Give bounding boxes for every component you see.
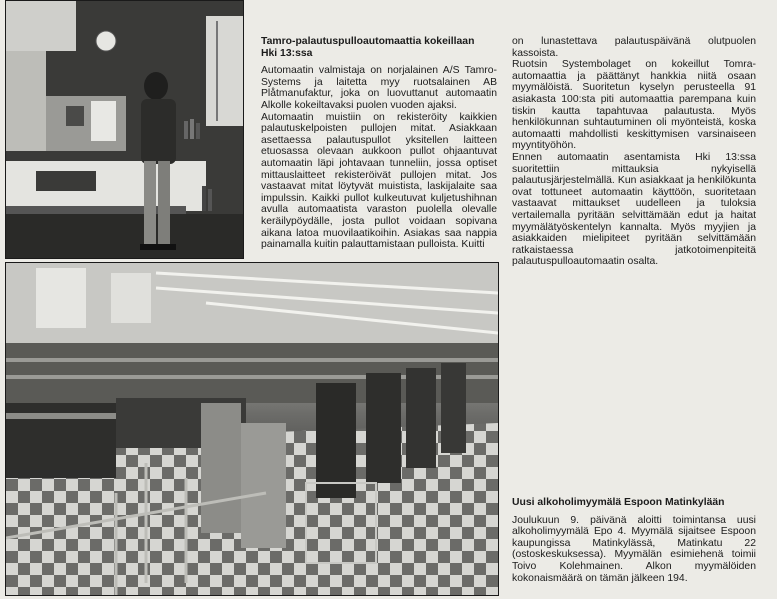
article-return-machine-col2 [512,36,756,268]
store-interior-photo [5,262,499,596]
article-new-store-heading: Uusi alkoholimyymälä Espoon Matinkylään [512,497,725,508]
paragraph: Joulukuun 9. päivänä aloitti toimintansa uusi alkoholimyymälä Epo 4. Myymälä sijaitsee Espoon kaupungissa Matinkylässä, Matinkatu 22 (ostoskeskuksessa). Myymälän esimiehenä toimii Toivo Kolehmainen. Alkon myymälöiden kokonaismäärä on tämän jälkeen 194. [512,514,756,584]
paragraph: on lunastettava palautuspäivänä olutpuolen kassoista. [512,36,756,59]
heading-line-2: Hki 13:ssa [261,47,313,59]
photo-top-illustration [6,1,243,258]
article-new-store [512,497,756,584]
paragraph: Automaatin muistiin on rekisteröity kaikkien palautuskelpoisten pullojen mitat. Asiakkaan asettaessa palautuspullot yksitellen laitteen etuosassa olevaan aukkoon pullot ohjaantuvat automaatin läpi johtavaan tunneliin, jossa optiset mittauslaitteet rekisteröivät pullojen mitat. Jos vastaavat mitat löytyvät muistista, laskijalaite saa impulssin. Kaikki pullot kulkeutuvat kuljetushihnan avulla automaatista varaston puolella olevalle keräilypöydälle, josta pullot voidaan sopivana aikana latoa muovilaatikoihin. Asiakas saa nappia painamalla kuitin palauttamistaan pulloista. Kuitti [261,111,497,251]
paragraph: Automaatin valmistaja on norjalainen A/S Tamro-Systems ja laitetta myy ruotsalainen AB Plåtmanufaktur, joka on luovuttanut automaatin Alkolle kokeiltavaksi puolen vuoden ajaksi. [261,65,497,111]
paragraph: Ennen automaatin asentamista Hki 13:ssa suoritettiin mittauksia nykyisellä palautusjärjestelmällä. Kun asiakkaat ja henkilökunta ovat tottuneet automaatin käyttöön, suoritetaan vastaavat mittaukset uudelleen ja tuloksia vertailemalla pyritään selvittämään edut ja haitat myymälätyöskentelyn kannalta. Myös myyjien ja asiakkaiden mielipiteet pyritään selvittämään ratkaistaessa jatkotoimenpiteitä palautuspulloautomaatin osalta. [512,151,756,268]
paragraph: Ruotsin Systembolaget on kokeillut Tomra-automaattia ja päättänyt hankkia niitä osaan myymälöistä. Suoritetun kyselyn perusteella 91 asiakasta 100:sta piti automaattia parempana kuin tiskin kautta tapahtuvaa palautusta. Myös henkilökunnan suhtautuminen oli myönteistä, koska automaatti mahdollisti keskittymisen varsinaiseen myyntityöhön. [512,59,756,152]
photo-bottom-illustration [6,263,498,595]
article-return-machine-heading [261,36,497,59]
bottle-return-machine-photo [5,0,244,259]
article-return-machine-col1 [261,36,497,251]
heading-line-1: Tamro-palautuspulloautomaattia kokeillaan [261,36,475,47]
